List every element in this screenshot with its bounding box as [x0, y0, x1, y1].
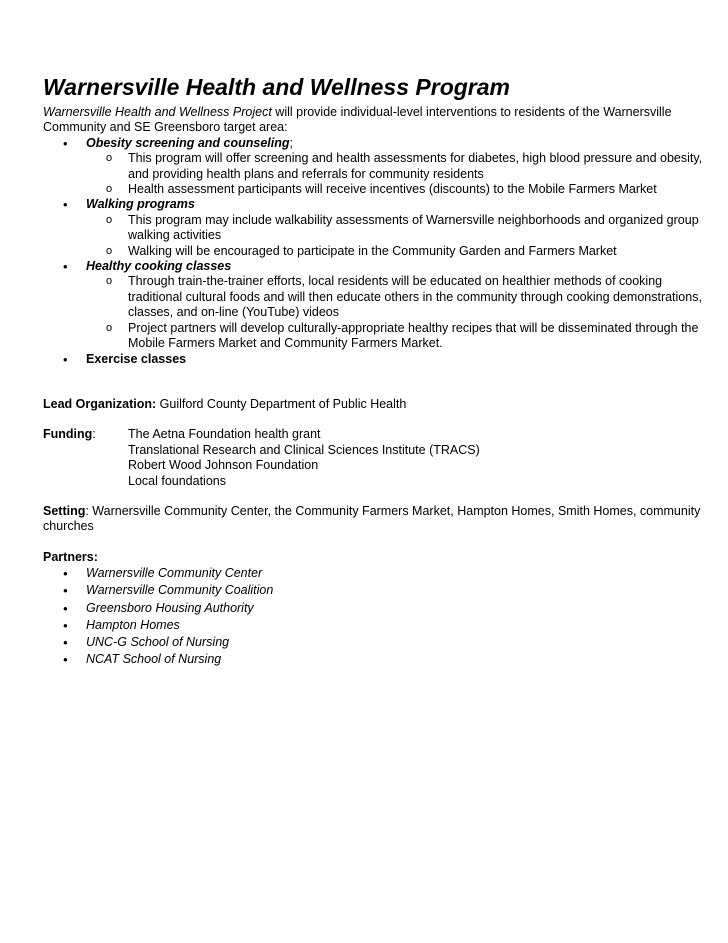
- lead-organization: [43, 397, 703, 412]
- document-page: [43, 72, 703, 668]
- spacer: [43, 535, 703, 550]
- sub-item: o Walking will be encouraged to participate in the Community Garden and Farmers Market: [86, 244, 703, 259]
- program-item-walking: [43, 197, 703, 259]
- sub-item: o This program may include walkability assessments of Warnersville neighborhoods and organized group walking activities: [86, 213, 703, 244]
- program-heading: Healthy cooking classes: [86, 259, 232, 274]
- sub-item: o Health assessment participants will receive incentives (discounts) to the Mobile Farmers Market: [86, 182, 703, 197]
- program-heading: Walking programs: [86, 197, 195, 212]
- setting-section: [43, 504, 703, 535]
- lead-label: Lead Organization:: [43, 396, 157, 411]
- partner-item: • NCAT School of Nursing: [43, 651, 703, 668]
- setting-label: Setting: [43, 503, 86, 518]
- funding-item: Translational Research and Clinical Sciences Institute (TRACS): [128, 442, 480, 457]
- lead-value: Guilford County Department of Public Health: [156, 396, 407, 411]
- program-item-exercise: [43, 352, 703, 367]
- partners-list: [43, 565, 703, 668]
- funding-section: [43, 427, 703, 489]
- program-heading-suffix: ;: [289, 135, 294, 150]
- funding-item: Robert Wood Johnson Foundation: [128, 458, 319, 473]
- program-sublist: [86, 213, 703, 259]
- funding-item: Local foundations: [128, 473, 226, 488]
- partner-item: • Warnersville Community Coalition: [43, 582, 703, 599]
- partner-item: • Hampton Homes: [43, 617, 703, 634]
- funding-item: The Aetna Foundation health grant: [128, 427, 321, 442]
- spacer: [43, 489, 703, 504]
- program-list: [43, 136, 703, 367]
- project-name: Warnersville Health and Wellness Project: [43, 105, 272, 119]
- partners-label: Partners:: [43, 549, 98, 564]
- intro-text: will provide individual-level interventions to residents of the Warnersville Community and SE Greensboro target area:: [43, 105, 672, 135]
- sub-item: o Project partners will develop culturally-appropriate healthy recipes that will be disseminated through the Mobile Farmers Market and Community Farmers Market.: [86, 321, 703, 352]
- setting-value: : Warnersville Community Center, the Community Farmers Market, Hampton Homes, Smith Homes, community churches: [43, 503, 701, 534]
- funding-label: Funding:: [43, 427, 96, 442]
- program-item-obesity: [43, 136, 703, 198]
- program-heading: Exercise classes: [86, 351, 187, 366]
- intro-paragraph: [43, 105, 703, 136]
- spacer: [43, 367, 703, 397]
- document-title: Warnersville Health and Wellness Program: [43, 74, 510, 100]
- partner-item: • Greensboro Housing Authority: [43, 600, 703, 617]
- document-body: [43, 105, 703, 668]
- program-sublist: [86, 151, 703, 197]
- partner-item: • UNC-G School of Nursing: [43, 634, 703, 651]
- sub-item: o This program will offer screening and health assessments for diabetes, high blood pressure and obesity, and providing health plans and referrals for community residents: [86, 151, 703, 182]
- funding-list: [128, 427, 480, 489]
- spacer: [43, 412, 703, 427]
- partner-item: • Warnersville Community Center: [43, 565, 703, 582]
- program-heading: Obesity screening and counseling: [86, 135, 290, 150]
- sub-item: o Through train-the-trainer efforts, local residents will be educated on healthier methods of cooking traditional cultural foods and will then educate others in the community through cooking demonstrations, classes, and on-line (YouTube) videos: [86, 274, 703, 320]
- program-sublist: [86, 274, 703, 351]
- program-item-cooking: [43, 259, 703, 351]
